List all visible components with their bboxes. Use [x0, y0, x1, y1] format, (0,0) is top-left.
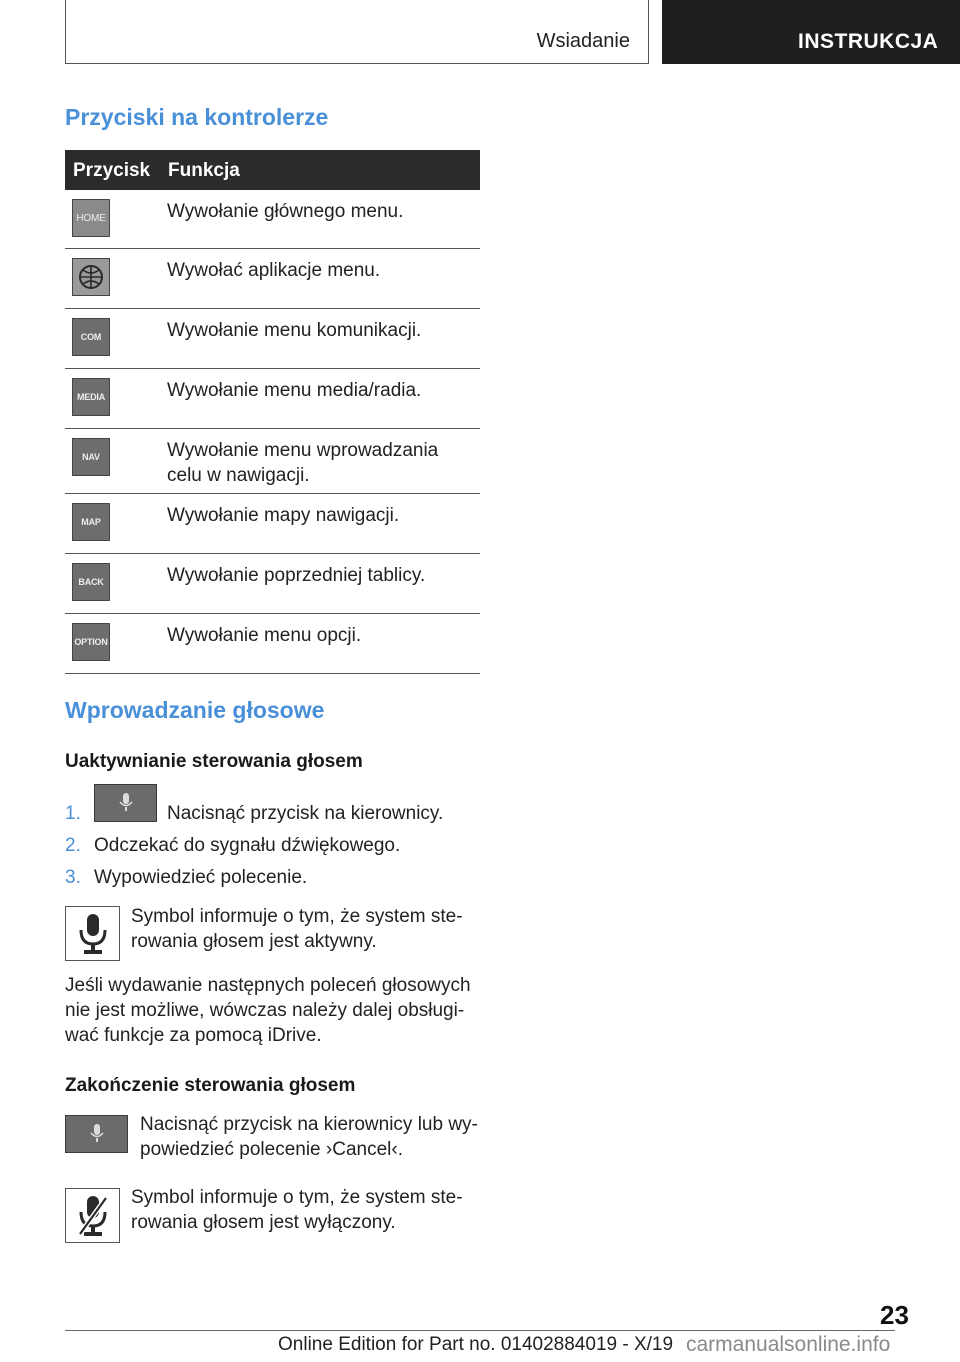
- option-button-icon: OPTION: [72, 623, 110, 661]
- column-header-button: Przycisk: [73, 160, 151, 181]
- voice-activate-heading: Uaktywnianie sterowania głosem: [65, 751, 363, 772]
- controller-buttons-table: [65, 150, 480, 674]
- voice-active-symbol-icon: [65, 906, 120, 961]
- back-button-icon: BACK: [72, 563, 110, 601]
- column-header-function: Funkcja: [168, 160, 240, 181]
- step-text: Nacisnąć przycisk na kierownicy.: [167, 803, 444, 824]
- apps-globe-button-icon: [72, 258, 110, 296]
- steering-wheel-mic-button-icon: [65, 1115, 128, 1153]
- header-chapter-tab: [662, 0, 960, 64]
- text-line: Symbol informuje o tym, że system ste-: [131, 906, 463, 927]
- steering-wheel-mic-button-icon: [94, 784, 157, 822]
- row-function-text: Wywołanie menu opcji.: [167, 625, 362, 646]
- table-row: [65, 494, 480, 554]
- row-function-text: Wywołanie mapy nawigacji.: [167, 505, 400, 526]
- header-section-title: Wsiadanie: [536, 30, 630, 52]
- controller-section-title: Przyciski na kontrolerze: [65, 104, 329, 130]
- page-number: 23: [880, 1300, 909, 1330]
- text-line: rowania głosem jest wyłączony.: [131, 1212, 396, 1233]
- voice-end-heading: Zakończenie sterowania głosem: [65, 1075, 356, 1096]
- table-row: [65, 429, 480, 494]
- footer-edition: Online Edition for Part no. 01402884019 - X/19: [278, 1334, 674, 1355]
- row-function-text: Wywołanie głównego menu.: [167, 201, 404, 222]
- fallback-note: [65, 973, 471, 1048]
- voice-off-symbol-icon: [65, 1188, 120, 1243]
- nav-button-icon: NAV: [72, 438, 110, 476]
- table-row: [65, 554, 480, 614]
- voice-section-title: Wprowadzanie głosowe: [65, 697, 325, 723]
- text-line: powiedzieć polecenie ›Cancel‹.: [140, 1139, 403, 1160]
- table-row: [65, 309, 480, 369]
- table-header: [65, 150, 480, 190]
- table-row: [65, 369, 480, 429]
- row-function-text: Wywołanie menu wprowadzania celu w nawigacji.: [167, 440, 439, 486]
- table-row: [65, 190, 480, 249]
- footer-divider: [65, 1330, 895, 1331]
- text-line: wać funkcje za pomocą iDrive.: [65, 1025, 322, 1046]
- row-function-text: Wywołanie poprzedniej tablicy.: [167, 565, 426, 586]
- text-line: Symbol informuje o tym, że system ste-: [131, 1187, 463, 1208]
- text-line: Jeśli wydawanie następnych poleceń głosowych: [65, 975, 471, 996]
- header-chapter-title: INSTRUKCJA: [798, 30, 939, 53]
- footer-watermark: carmanualsonline.info: [686, 1333, 891, 1356]
- header-section-box: [65, 0, 649, 64]
- row-function-text: Wywołać aplikacje menu.: [167, 260, 381, 281]
- step-number: 3.: [65, 867, 81, 888]
- home-button-icon: HOME: [72, 199, 110, 237]
- text-line: Nacisnąć przycisk na kierownicy lub wy-: [140, 1114, 478, 1135]
- map-button-icon: MAP: [72, 503, 110, 541]
- step-number: 1.: [65, 803, 81, 824]
- step-text: Wypowiedzieć polecenie.: [94, 867, 308, 888]
- end-instruction: [140, 1112, 478, 1162]
- active-symbol-description: [131, 904, 463, 954]
- step-text: Odczekać do sygnału dźwiękowego.: [94, 835, 401, 856]
- com-button-icon: COM: [72, 318, 110, 356]
- media-button-icon: MEDIA: [72, 378, 110, 416]
- text-line: nie jest możliwe, wówczas należy dalej obsługi-: [65, 1000, 465, 1021]
- table-row: [65, 614, 480, 674]
- step-number: 2.: [65, 835, 81, 856]
- off-symbol-description: [131, 1185, 463, 1235]
- text-line: rowania głosem jest aktywny.: [131, 931, 377, 952]
- row-function-text: Wywołanie menu komunikacji.: [167, 320, 422, 341]
- row-function-text: Wywołanie menu media/radia.: [167, 380, 422, 401]
- table-row: [65, 249, 480, 309]
